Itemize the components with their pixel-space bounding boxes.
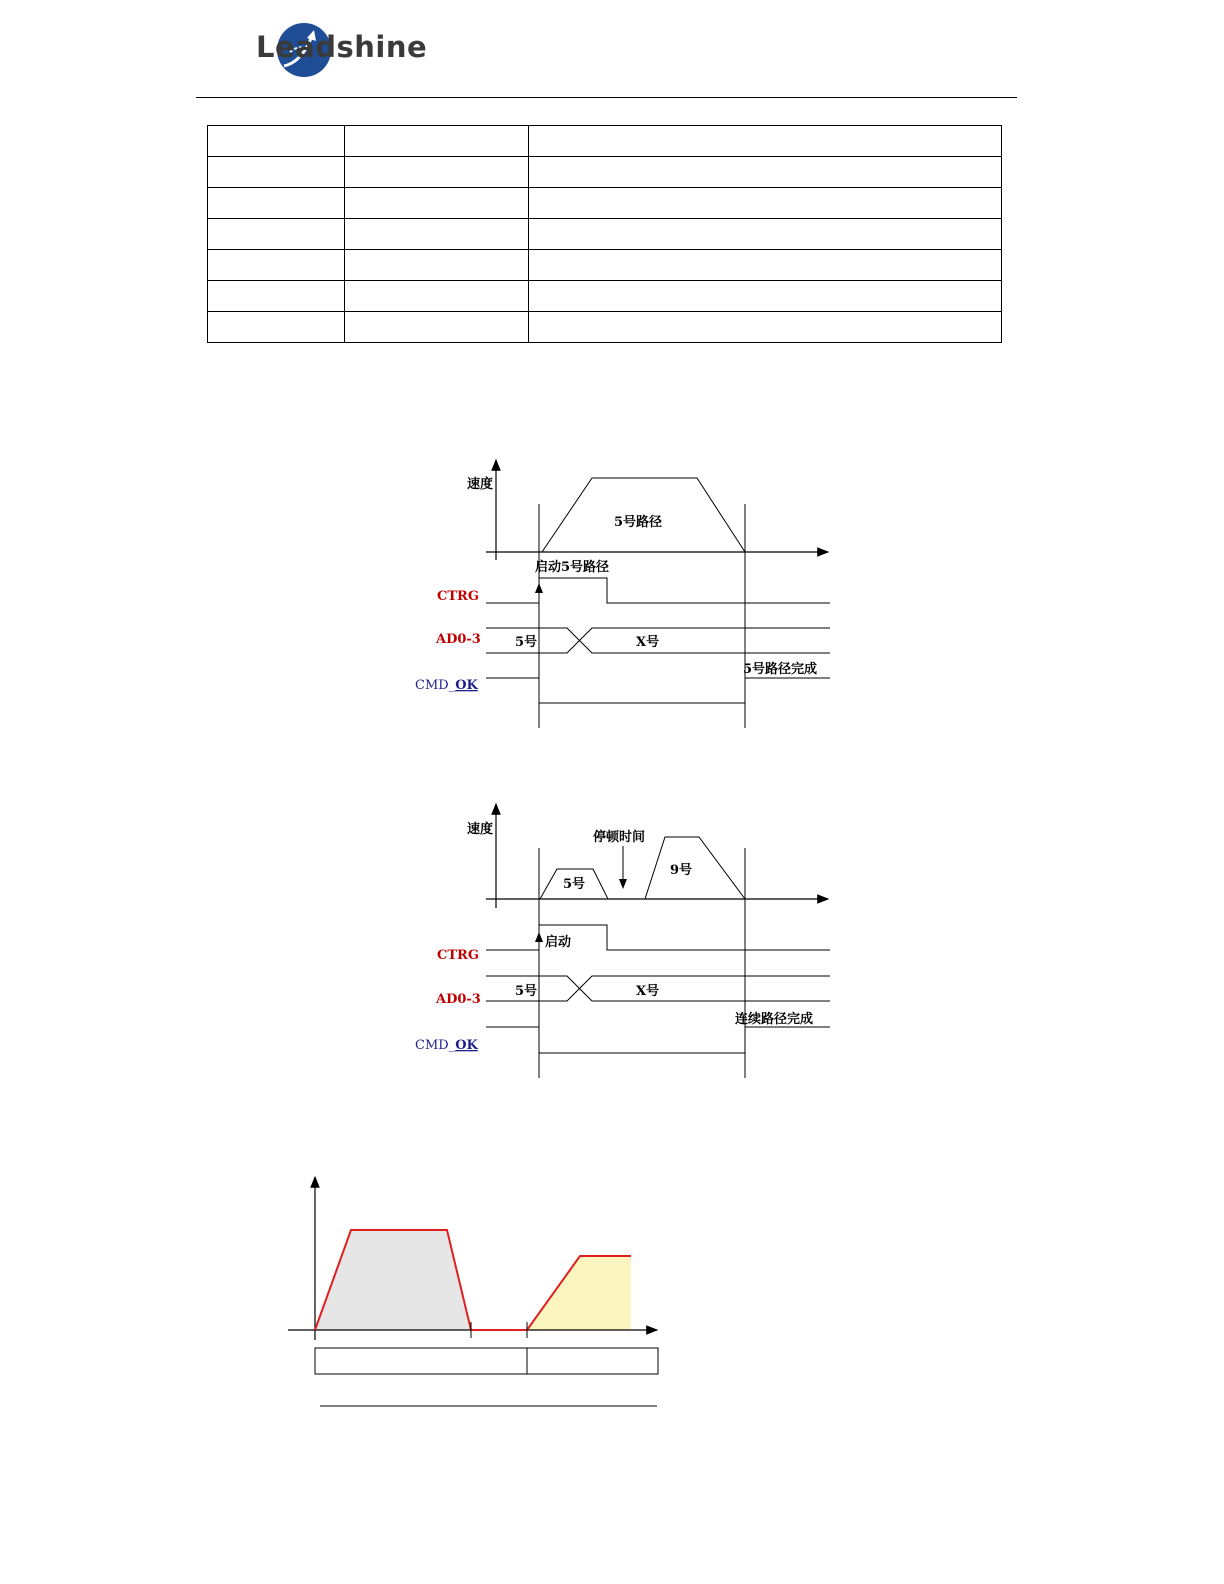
ctrg-label: CTRG <box>437 589 479 604</box>
ad-label: AD0-3 <box>436 632 481 647</box>
ctrg-signal <box>486 925 830 950</box>
seg-b-label: 9号 <box>670 863 693 878</box>
cmdok-label: CMD_OK <box>415 1038 478 1053</box>
diagram-single-path <box>415 460 830 728</box>
start-label: 启动5号路径 <box>535 560 610 575</box>
seg-a-label: 5号 <box>563 877 586 892</box>
speed-label: 速度 <box>467 822 494 837</box>
ctrg-signal <box>486 578 830 603</box>
phase-box-b <box>527 1348 658 1374</box>
segment-gray-fill <box>315 1230 471 1330</box>
dwell-label: 停顿时间 <box>593 830 646 845</box>
ad-value-a: 5号 <box>515 984 538 999</box>
path-label: 5号路径 <box>614 515 663 530</box>
cmdok-signal <box>486 678 830 703</box>
ad-value-b: X号 <box>636 984 660 999</box>
speed-profile-b <box>645 837 745 899</box>
segment-yellow-fill <box>527 1256 631 1330</box>
cmdok-label: CMD_OK <box>415 678 478 693</box>
ad-label: AD0-3 <box>436 992 481 1007</box>
ad-value-a: 5号 <box>515 635 538 650</box>
diagram-velocity-profile <box>288 1177 658 1406</box>
ctrg-label: CTRG <box>437 948 479 963</box>
cmdok-signal <box>486 1027 830 1053</box>
phase-box-a <box>315 1348 527 1374</box>
brand-name: Leadshine <box>256 30 428 64</box>
done-label: 连续路径完成 <box>735 1012 814 1027</box>
speed-label: 速度 <box>467 477 494 492</box>
ad-value-b: X号 <box>636 635 660 650</box>
start-label: 启动 <box>545 935 572 950</box>
done-label: 5号路径完成 <box>743 662 818 677</box>
diagram-continuous-path <box>415 804 830 1078</box>
